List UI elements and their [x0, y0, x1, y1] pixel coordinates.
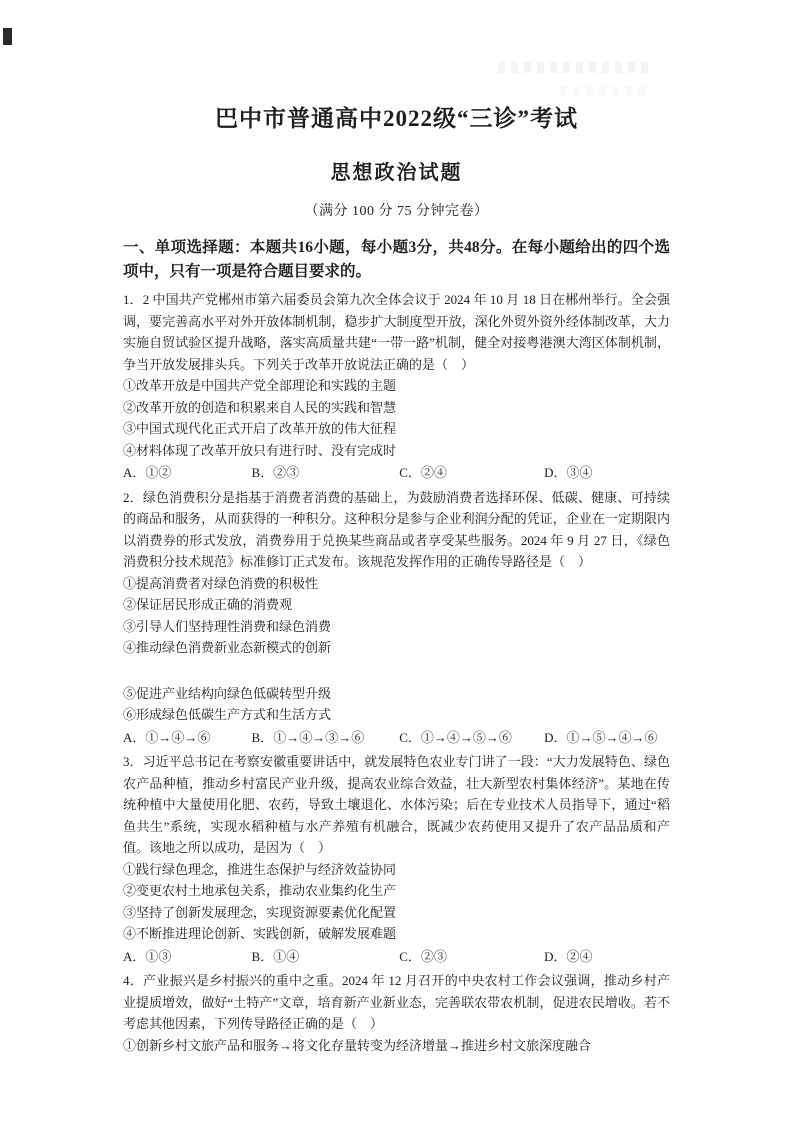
- question-2: [123, 487, 670, 749]
- choices-row: [123, 727, 670, 749]
- scan-artifact-smudge: [560, 86, 650, 97]
- question-1: [123, 289, 670, 484]
- scan-artifact-smudge: [498, 62, 648, 73]
- exam-subtitle: 思想政治试题: [330, 162, 463, 184]
- choice-option: D．③④: [544, 465, 593, 480]
- questions-container: [123, 289, 670, 1056]
- question-item: ④推动绿色消费新业态新模式的创新: [123, 640, 332, 655]
- question-stem: 4．产业振兴是乡村振兴的重中之重。2024 年 12 月召开的中央农村工作会议强调，推动乡村产业提质增效，做好“土特产”文章，培育新产业新业态，完善联农带农机制，促进农民增收。若不考虑其他因素，下列传导路径正确的是（ ）: [123, 973, 670, 1031]
- question-4: [123, 970, 670, 1056]
- choice-option: C．①→④→⑤→⑥: [399, 729, 512, 745]
- choice-option: A．①→④→⑥: [123, 729, 211, 745]
- question-item: ⑤促进产业结构向绿色低碳转型升级: [123, 685, 332, 701]
- scan-artifact-corner: [3, 28, 12, 45]
- exam-content: [123, 236, 670, 1056]
- section-header: 一、单项选择题：本题共16小题，每小题3分，共48分。在每小题给出的四个选项中，只有一项是符合题目要求的。: [123, 239, 670, 280]
- question-item: ②变更农村土地承包关系，推动农业集约化生产: [123, 883, 397, 898]
- choice-option: D．①→⑤→④→⑥: [544, 729, 658, 745]
- question-item: ④材料体现了改革开放只有进行时、没有完成时: [123, 442, 397, 458]
- choice-option: B．①④: [251, 948, 300, 964]
- question-item: ③引导人们坚持理性消费和绿色消费: [123, 618, 332, 634]
- question-3: [123, 751, 670, 967]
- choices-row: [123, 462, 670, 484]
- question-item: ③坚持了创新发展理念，实现资源要素优化配置: [123, 904, 397, 920]
- question-stem: 1．2 中国共产党郴州市第六届委员会第九次全体会议于 2024 年 10 月 18 日在郴州举行。全会强调，要完善高水平对外开放体制机制，稳步扩大制度型开放，深化外贸外资外经体制改革，大力实施自贸试验区提升战略，落实高质量共建“一带一路”机制，健全对接粤港澳大湾区体制机制，争当开放发展排头兵。下列关于改革开放说法正确的是（ ）: [123, 292, 670, 372]
- choice-option: A．①③: [123, 948, 172, 964]
- question-item: ⑥形成绿色低碳生产方式和生活方式: [123, 707, 332, 722]
- question-item: ③中国式现代化正式开启了改革开放的伟大征程: [123, 421, 397, 436]
- question-stem: 3．习近平总书记在考察安徽重要讲话中，就发展特色农业专门讲了一段：“大力发展特色、绿色农产品种植，推动乡村富民产业升级，提高农业综合效益，壮大新型农村集体经济”。某地在传统种植中大量使用化肥、农药，导致土壤退化、水体污染；后在专业技术人员指导下，通过“稻鱼共生”系统，实现水稻种植与水产养殖有机融合，既减少农药使用又提升了农产品品质和产值。该地之所以成功，是因为（ ）: [123, 754, 670, 855]
- score-line: （满分 100 分 75 分钟完卷）: [304, 204, 489, 219]
- choice-option: D．②④: [544, 948, 593, 964]
- choice-option: A．①②: [123, 465, 172, 480]
- question-stem: 2．绿色消费积分是指基于消费者消费的基础上，为鼓励消费者选择环保、低碳、健康、可持续的商品和服务，从而获得的一种积分。这种积分是参与企业利润分配的凭证，企业在一定期限内以消费券的形式发放，消费券用于兑换某些商品或者享受某些服务。2024 年 9 月 27 日，《绿色消费积分技术规范》标准修订正式发布。该规范发挥作用的正确传导路径是（ ）: [123, 489, 670, 569]
- choice-option: B．②③: [251, 465, 300, 480]
- choice-option: B．①→④→③→⑥: [251, 729, 365, 745]
- question-item: ②保证居民形成正确的消费观: [123, 597, 293, 612]
- question-item: ②改革开放的创造和积累来自人民的实践和智慧: [123, 399, 397, 415]
- question-item: ①创新乡村文旅产品和服务→将文化存量转变为经济增量→推进乡村文旅深度融合: [123, 1037, 592, 1053]
- question-item: ①改革开放是中国共产党全部理论和实践的主题: [123, 378, 397, 393]
- question-item: ①践行绿色理念，推进生态保护与经济效益协同: [123, 861, 397, 877]
- question-item: ④不断推进理论创新、实践创新，破解发展难题: [123, 926, 397, 941]
- choices-row: [123, 946, 670, 968]
- question-item: ①提高消费者对绿色消费的积极性: [123, 575, 319, 591]
- choice-option: C．②④: [399, 465, 447, 480]
- exam-title: 巴中市普通高中2022级“三诊”考试: [215, 106, 578, 131]
- choice-option: C．②③: [399, 948, 447, 964]
